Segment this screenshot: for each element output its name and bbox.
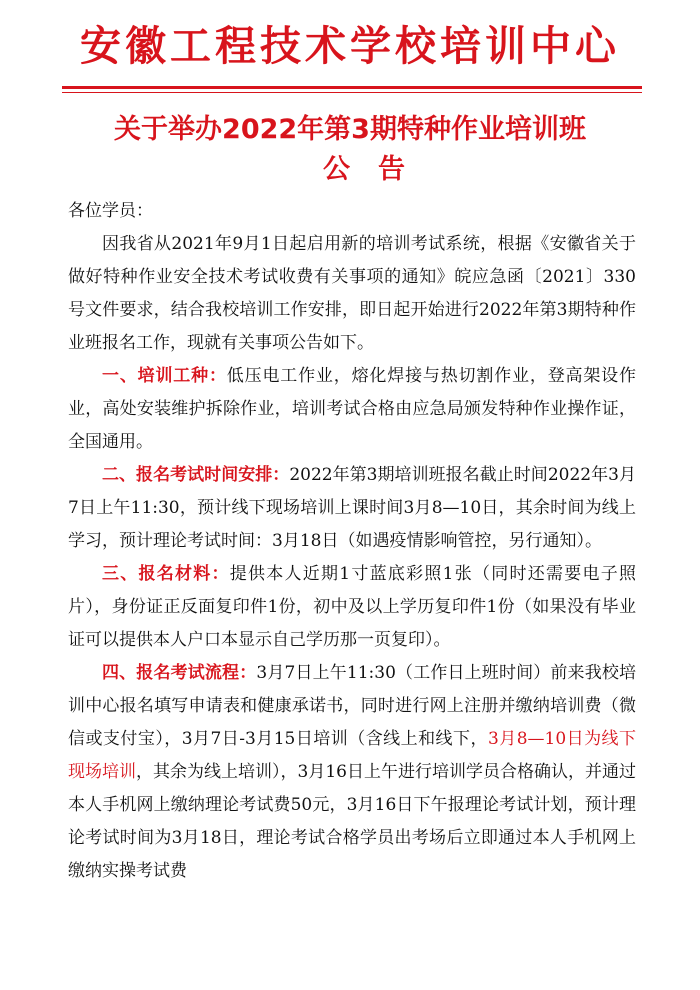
section-text: ，其余为线上培训），3月16日上午进行培训学员合格确认，并通过本人手机网上缴纳理论考试费50元，3月16日下午报理论考试计划，预计理论考试时间为3月18日，理论考试合格学员出考场后立即通过本人手机网上缴纳实操考试费	[68, 762, 637, 881]
section-heading: 一、培训工种：	[102, 366, 227, 386]
section-materials	[68, 558, 636, 657]
section-text: 3月7日上午11:30（工作日上班时间）前来我校培训中心报名填写申请表和健康承诺书，同时进行网上注册并缴纳培训费（微信或支付宝），3月7日-3月15日培训（含线上和线下，	[68, 663, 636, 749]
section-schedule	[68, 459, 636, 558]
institution-header: 安徽工程技术学校培训中心	[80, 22, 620, 70]
section-training-types	[68, 360, 636, 459]
section-heading: 四、报名考试流程：	[102, 663, 257, 683]
section-text: 提供本人近期1寸蓝底彩照1张（同时还需要电子照片），身份证正反面复印件1份，初中及以上学历复印件1份（如果没有毕业证可以提供本人户口本显示自己学历那一页复印）。	[68, 564, 636, 650]
header-rule-thin	[62, 92, 642, 93]
highlight-text: 3月8—10日为线下现场培训	[68, 729, 637, 782]
notice-body	[68, 195, 636, 888]
section-process	[68, 657, 636, 888]
header-rule-thick	[62, 86, 642, 89]
intro-paragraph: 因我省从2021年9月1日起启用新的培训考试系统，根据《安徽省关于做好特种作业安全技术考试收费有关事项的通知》皖应急函〔2021〕330号文件要求，结合我校培训工作安排，即日起开始进行2022年第3期特种作业班报名工作，现就有关事项公告如下。	[68, 234, 636, 353]
notice-title: 关于举办2022年第3期特种作业培训班	[114, 114, 586, 145]
salutation: 各位学员：	[68, 201, 153, 221]
section-text: 低压电工作业，熔化焊接与热切割作业，登高架设作业，高处安装维护拆除作业，培训考试合格由应急局颁发特种作业操作证，全国通用。	[68, 366, 637, 452]
section-text: 2022年第3期培训班报名截止时间2022年3月7日上午11:30，预计线下现场培训上课时间3月8—10日，其余时间为线上学习，预计理论考试时间：3月18日（如遇疫情影响管控，另行通知）。	[68, 465, 636, 551]
section-heading: 二、报名考试时间安排：	[102, 465, 290, 485]
notice-subtitle: 公告	[323, 154, 433, 185]
section-heading: 三、报名材料：	[102, 564, 230, 584]
